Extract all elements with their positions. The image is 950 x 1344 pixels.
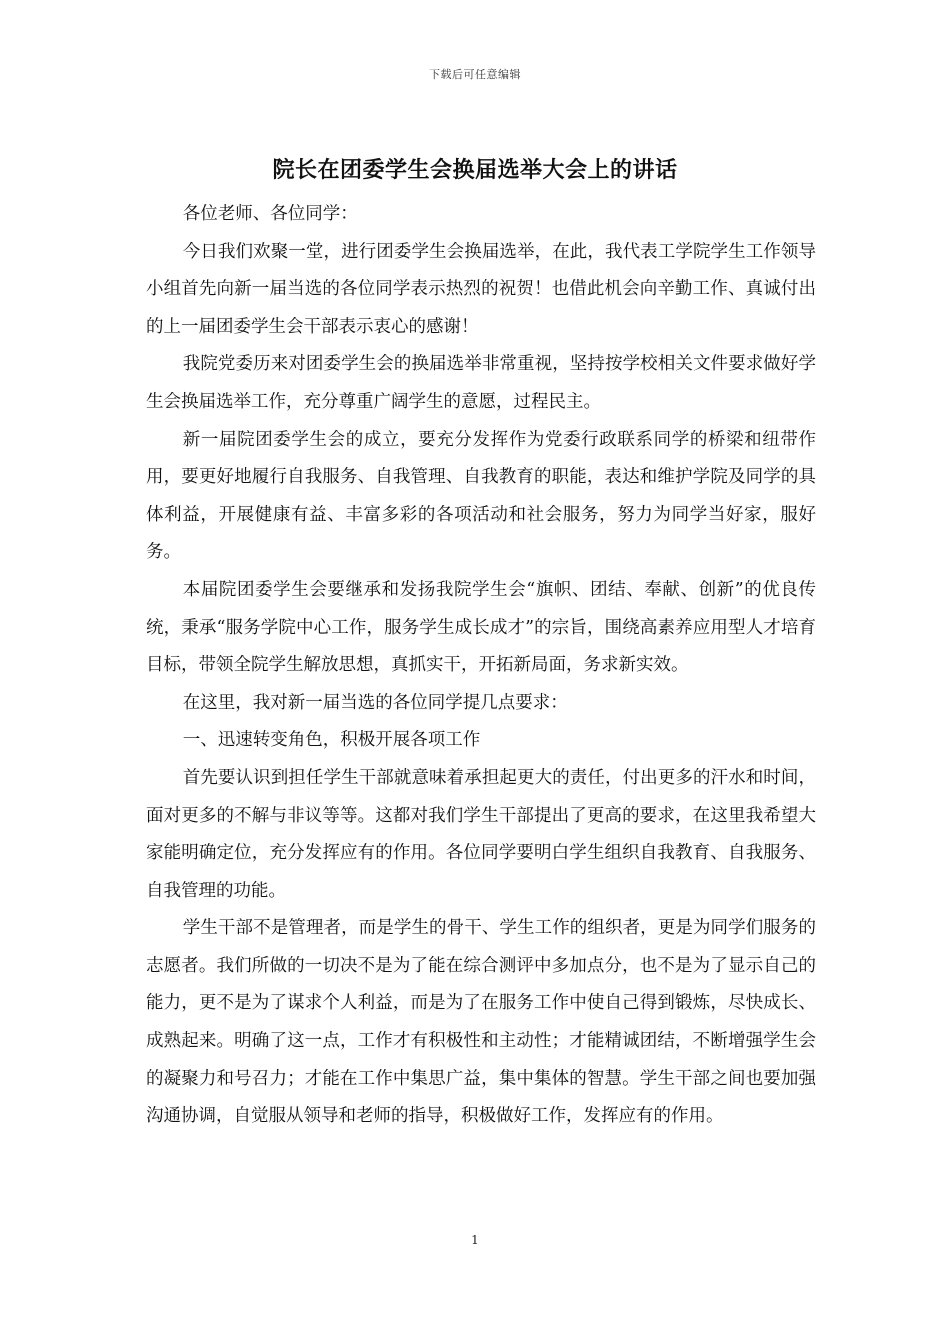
document-title: 院长在团委学生会换届选举大会上的讲话: [272, 157, 678, 183]
paragraph: 本届院团委学生会要继承和发扬我院学生会“旗帜、团结、奉献、创新”的优良传统，秉承“服务学院中心工作，服务学生成长成才”的宗旨，围绕高素养应用型人才培育目标，带领全院学生解放思想，真抓实干，开拓新局面，务求新实效。: [146, 579, 816, 676]
document-body: [146, 196, 816, 1136]
paragraph: 学生干部不是管理者，而是学生的骨干、学生工作的组织者，更是为同学们服务的志愿者。我们所做的一切决不是为了能在综合测评中多加点分，也不是为了显示自己的能力，更不是为了谋求个人利益，而是为了在服务工作中使自己得到锻炼，尽快成长、成熟起来。明确了这一点，工作才有积极性和主动性；才能精诚团结，不断增强学生会的凝聚力和号召力；才能在工作中集思广益，集中集体的智慧。学生干部之间也要加强沟通协调，自觉服从领导和老师的指导，积极做好工作，发挥应有的作用。: [146, 918, 816, 1127]
page-number: 1: [471, 1233, 479, 1247]
section-heading: 一、迅速转变角色，积极开展各项工作: [182, 730, 481, 751]
paragraph: 新一届院团委学生会的成立，要充分发挥作为党委行政联系同学的桥梁和纽带作用，要更好地履行自我服务、自我管理、自我教育的职能，表达和维护学院及同学的具体利益，开展健康有益、丰富多彩的各项活动和社会服务，努力为同学当好家，服好务。: [146, 429, 816, 563]
paragraph: 今日我们欢聚一堂，进行团委学生会换届选举，在此，我代表工学院学生工作领导小组首先向新一届当选的各位同学表示热烈的祝贺！也借此机会向辛勤工作、真诚付出的上一届团委学生会干部表示衷心的感谢！: [146, 241, 816, 337]
paragraph-salutation: 各位老师、各位同学：: [182, 204, 358, 224]
header-note: 下载后可任意编辑: [429, 68, 521, 81]
paragraph: 首先要认识到担任学生干部就意味着承担起更大的责任，付出更多的汗水和时间，面对更多的不解与非议等等。这都对我们学生干部提出了更高的要求，在这里我希望大家能明确定位，充分发挥应有的作用。各位同学要明白学生组织自我教育、自我服务、自我管理的功能。: [146, 767, 816, 901]
paragraph: 在这里，我对新一届当选的各位同学提几点要求：: [182, 692, 568, 713]
paragraph: 我院党委历来对团委学生会的换届选举非常重视，坚持按学校相关文件要求做好学生会换届选举工作，充分尊重广阔学生的意愿，过程民主。: [146, 354, 816, 412]
